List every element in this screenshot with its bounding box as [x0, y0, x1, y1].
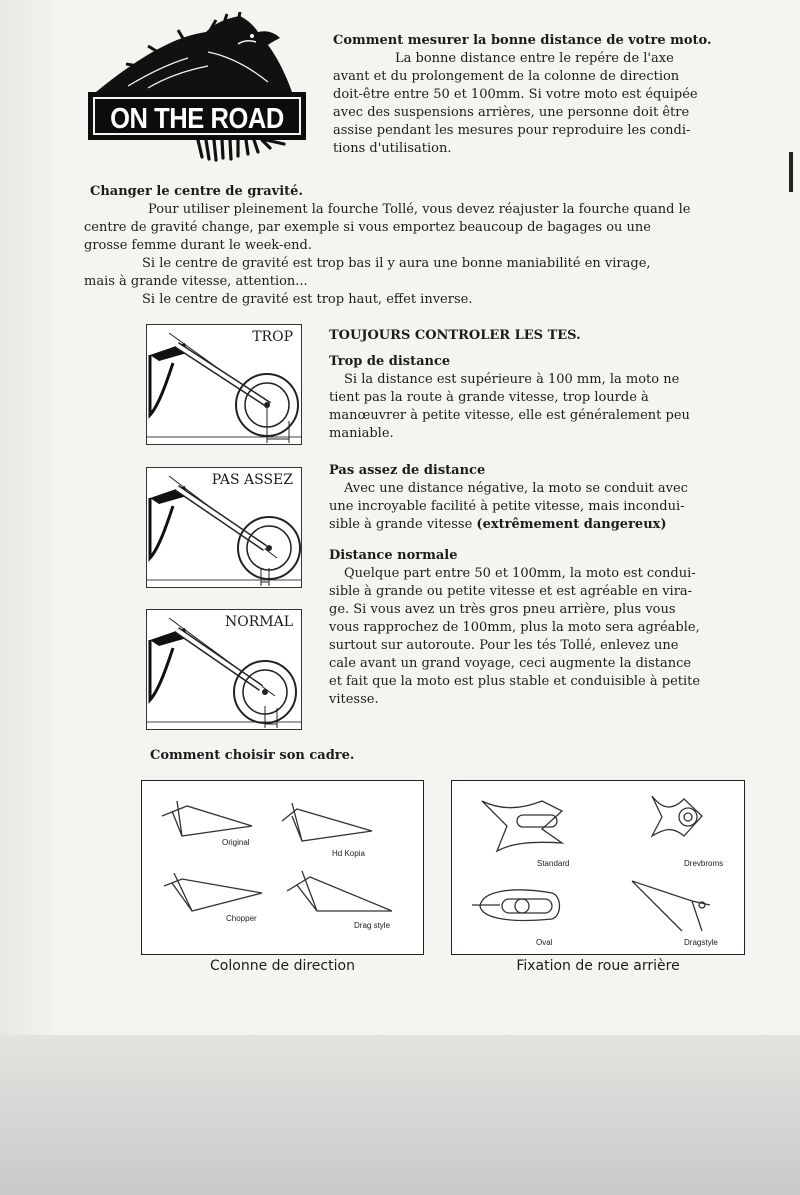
scan-background [0, 1035, 800, 1195]
section-line: et fait que la moto est plus stable et conduisible à petite [329, 674, 701, 689]
diagram-label: NORMAL [224, 614, 293, 630]
section-line: une incroyable facilité à petite vitesse, mais incondui- [329, 499, 685, 514]
check-section [329, 327, 729, 709]
page-margin [0, 0, 58, 1195]
section-line: Si la distance est supérieure à 100 mm, la moto ne [344, 372, 680, 387]
diagram-normal [146, 609, 302, 730]
steering-column-figure [141, 780, 424, 955]
intro-line: avant et du prolongement de la colonne de direction [333, 69, 680, 84]
gravity-section [84, 183, 745, 309]
gravity-line: mais à grande vitesse, attention... [84, 274, 308, 289]
gravity-title: Changer le centre de gravité. [90, 184, 303, 199]
diagram-pas-assez [146, 467, 302, 588]
left-caption: Colonne de direction [210, 958, 355, 974]
section-line: surtout sur autoroute. Pour les tés Tollé, enlevez une [329, 638, 679, 653]
figure-label: Hd Kopia [332, 849, 365, 858]
section-line: sible à grande ou petite vitesse et est agréable en vira- [329, 584, 693, 599]
logo-text: ON THE ROAD [110, 103, 284, 135]
edge-mark [789, 152, 793, 192]
danger-emphasis: (extrêmement dangereux) [476, 517, 667, 532]
intro-line: La bonne distance entre le repére de l'axe [395, 51, 674, 66]
section-line: cale avant un grand voyage, ceci augmente la distance [329, 656, 692, 671]
diagram-trop [146, 324, 302, 445]
section-line: Avec une distance négative, la moto se conduit avec [344, 481, 688, 496]
section-line-text: sible à grande vitesse [329, 517, 477, 532]
right-caption: Fixation de roue arrière [516, 958, 680, 974]
gravity-line: Pour utiliser pleinement la fourche Tollé, vous devez réajuster la fourche quand le [148, 202, 691, 217]
intro-line: doit-être entre 50 et 100mm. Si votre moto est équipée [333, 87, 698, 102]
intro-section [333, 32, 743, 158]
intro-line: assise pendant les mesures pour reproduire les condi- [333, 123, 691, 138]
section-line: vitesse. [329, 692, 379, 707]
intro-title: Comment mesurer la bonne distance de votre moto. [333, 33, 712, 48]
gravity-line: Si le centre de gravité est trop bas il y aura une bonne maniabilité en virage, [142, 256, 651, 271]
section-heading: Distance normale [329, 548, 458, 563]
figure-label: Dragstyle [684, 938, 718, 947]
section-line: Quelque part entre 50 et 100mm, la moto est condui- [344, 566, 696, 581]
on-the-road-logo [88, 12, 306, 162]
section-line [329, 516, 729, 534]
diagram-label: TROP [252, 329, 293, 345]
diagram-label: PAS ASSEZ [211, 472, 293, 488]
intro-line: avec des suspensions arrières, une personne doit être [333, 105, 690, 120]
check-title: TOUJOURS CONTROLER LES TES. [329, 328, 581, 343]
figure-label: Standard [537, 859, 570, 868]
gravity-line: Si le centre de gravité est trop haut, effet inverse. [142, 292, 473, 307]
gravity-line: grosse femme durant le week-end. [84, 238, 312, 253]
section-line: ge. Si vous avez un très gros pneu arrière, plus vous [329, 602, 676, 617]
intro-line: tions d'utilisation. [333, 141, 452, 156]
section-heading: Pas assez de distance [329, 463, 486, 478]
figure-label: Chopper [226, 914, 257, 923]
rear-wheel-mount-figure [451, 780, 745, 955]
figure-label: Drevbroms [684, 859, 724, 868]
section-line: maniable. [329, 426, 394, 441]
section-line: manœuvrer à petite vitesse, elle est généralement peu [329, 408, 690, 423]
section-line: vous rapprochez de 100mm, plus la moto sera agréable, [329, 620, 700, 635]
gravity-line: centre de gravité change, par exemple si vous emportez beaucoup de bagages ou une [84, 220, 651, 235]
frame-title: Comment choisir son cadre. [150, 748, 355, 763]
section-heading: Trop de distance [329, 354, 451, 369]
section-line: tient pas la route à grande vitesse, trop lourde à [329, 390, 649, 405]
figure-label: Oval [536, 938, 553, 947]
figure-label: Drag style [354, 921, 391, 930]
logo-banner [88, 92, 306, 140]
figure-label: Original [222, 838, 250, 847]
